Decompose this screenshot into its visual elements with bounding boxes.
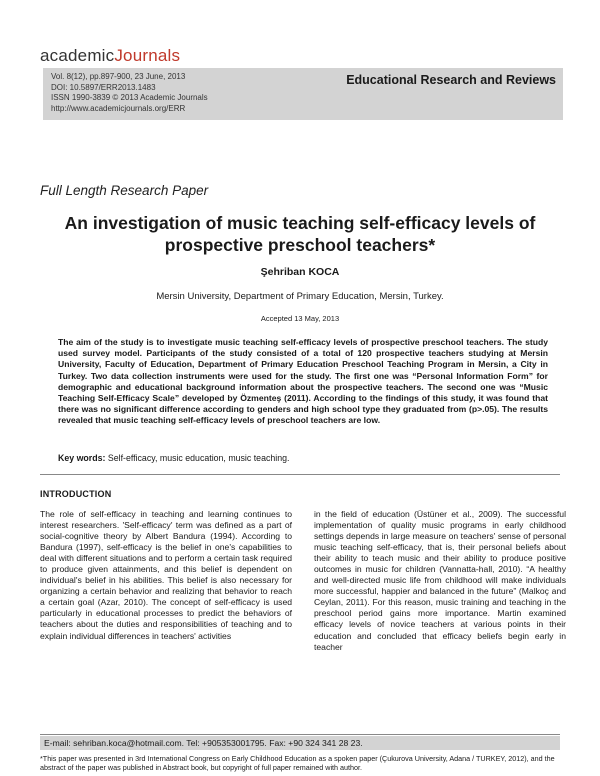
- corresponding-email: E-mail: sehriban.koca@hotmail.com. Tel: +905353001795. Fax: +90 324 341 28 23.: [44, 738, 363, 748]
- body-column-right: in the field of education (Üstüner et al., 2009). The successful implementation of quality music programs in early childhood settings depends in large measure on teachers' sense of personal music teaching self-efficacy, that is, their personal beliefs about their ability to teach music and their ability to produce positive outcomes in music for children (Vannatta-hall, 2010). “A healthy and well-directed music life from childhood will make individuals more successful, happier and balanced in the future” (Malkoç and Ceylan, 2011). For this reason, music training and teaching in the preschool period gains more importance. Martin examined efficacy levels of novice teachers at various points in their education and concluded that efficacy beliefs begin early in teacher: [314, 509, 566, 652]
- keywords-label: Key words:: [58, 453, 106, 463]
- body-column-left: The role of self-efficacy in teaching and learning continues to interest researchers. 'Self-efficacy' term was defined as a part of social-cognitive theory by Albert Bandura (1994). According to Bandura (1997), self-efficacy is the belief in one's capabilities to deal with different situations and to perform a certain task required to produce given attainments, and this belief is dependent on individual's belief in his abilities. This belief is also necessary for organizing a certain behavior and realizing that behavior to reach a certain goal (Azar, 2010). The concept of self-efficacy is used particularly in educational processes to predict the behaviors of teachers about the duties and responsibilities of teaching and to explain individual differences in teachers' activities: [40, 509, 292, 641]
- meta-doi: DOI: 10.5897/ERR2013.1483: [51, 82, 156, 92]
- author-name: Şehriban KOCA: [260, 266, 340, 278]
- abstract: The aim of the study is to investigate music teaching self-efficacy levels of prospective preschool teachers. The study used survey model. Participants of the study consisted of a total of 120 prospective teachers studying at Mersin University, Faculty of Education, Department of Primary Education Preschool Teaching Program in Mersin, a City in Turkey. Two data collection instruments were used for the study. The first one was “Personal Information Form” for demographic and educational background information about the prospective teachers. The second one was “Music Teaching Self-Efficacy Scale” developed by Özmenteş (2011). According to the findings of this study, it was found that there was no significant difference according to genders and high school type they graduated from (p>.05). The results revealed that music teaching self-efficacy levels of preschool teachers are low.: [58, 337, 548, 426]
- logo-text-academic: academic: [40, 46, 115, 65]
- author-affiliation: Mersin University, Department of Primary Education, Mersin, Turkey.: [156, 291, 444, 302]
- meta-issn: ISSN 1990-3839 © 2013 Academic Journals: [51, 93, 208, 102]
- divider: [40, 474, 560, 475]
- footer-divider: [40, 734, 560, 735]
- journal-name: Educational Research and Reviews: [346, 73, 556, 87]
- logo-text-journals: Journals: [114, 46, 181, 65]
- keywords-list: Self-efficacy, music education, music teaching.: [107, 453, 290, 463]
- paper-type: Full Length Research Paper: [40, 183, 209, 198]
- section-heading: INTRODUCTION: [40, 489, 112, 499]
- paper-title: An investigation of music teaching self-efficacy levels of prospective preschool teachers*: [64, 213, 536, 255]
- meta-volume: Vol. 8(12), pp.897-900, 23 June, 2013: [51, 72, 186, 81]
- accepted-date: Accepted 13 May, 2013: [260, 314, 340, 323]
- meta-url[interactable]: http://www.academicjournals.org/ERR: [51, 103, 186, 113]
- keywords: [58, 453, 548, 463]
- publication-meta: [51, 72, 208, 114]
- journal-logo: [40, 46, 180, 66]
- footnote: *This paper was presented in 3rd International Congress on Early Childhood Education as a spoken paper (Çukurova University, Adana / TURKEY, 2012), and the abstract of the paper was published in Abstract book, but copyright of full paper remained with author.: [40, 754, 555, 772]
